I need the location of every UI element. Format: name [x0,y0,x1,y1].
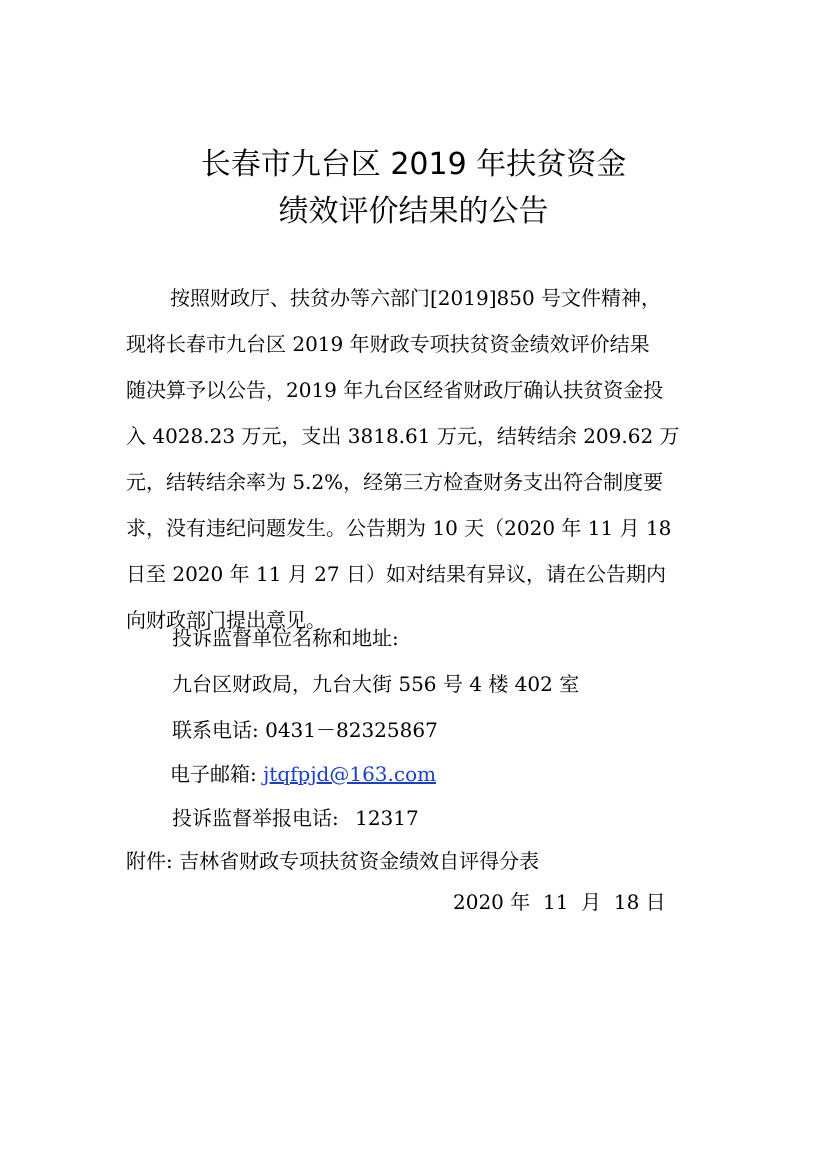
hotline-number: 12317 [355,806,419,830]
document-title-line-2: 绩效评价结果的公告 [278,194,549,229]
paragraph-line: 随决算予以公告，2019 年九台区经省财政厅确认扶贫资金投 [126,378,664,402]
document-title-line-1: 长春市九台区 2019 年扶贫资金 [200,147,627,182]
hotline-label: 投诉监督举报电话: [172,806,339,830]
contact-phone-number: 0431－82325867 [265,718,438,742]
contact-email-label: 电子邮箱: [170,762,257,786]
document-date: 2020 年 11 月 18 日 [453,890,666,914]
attachment-note: 附件: 吉林省财政专项扶贫资金绩效自评得分表 [126,849,540,873]
paragraph-line: 日至 2020 年 11 月 27 日）如对结果有异议，请在公告期内 [126,562,666,586]
contact-phone-label: 联系电话: [172,718,259,742]
paragraph-line: 元，结转结余率为 5.2%，经第三方检查财务支出符合制度要 [126,470,664,494]
contact-phone-row [172,716,438,744]
contact-email-link[interactable]: jtqfpjd@163.com [263,762,437,786]
paragraph-line: 现将长春市九台区 2019 年财政专项扶贫资金绩效评价结果 [126,332,650,356]
paragraph-line: 求，没有违纪问题发生。公告期为 10 天（2020 年 11 月 18 [126,516,672,540]
contact-email-row [170,760,436,788]
paragraph-line: 向财政部门提出意见。 [126,608,326,632]
paragraph-line: 入 4028.23 万元，支出 3818.61 万元，结转结余 209.62 万 [126,424,680,448]
hotline-row [172,804,419,832]
announcement-paragraph [126,275,706,643]
complaint-unit-address: 九台区财政局，九台大街 556 号 4 楼 402 室 [172,672,580,696]
complaint-unit-heading: 投诉监督单位名称和地址: [172,626,399,650]
paragraph-line: 按照财政厅、扶贫办等六部门[2019]850 号文件精神， [170,286,662,310]
